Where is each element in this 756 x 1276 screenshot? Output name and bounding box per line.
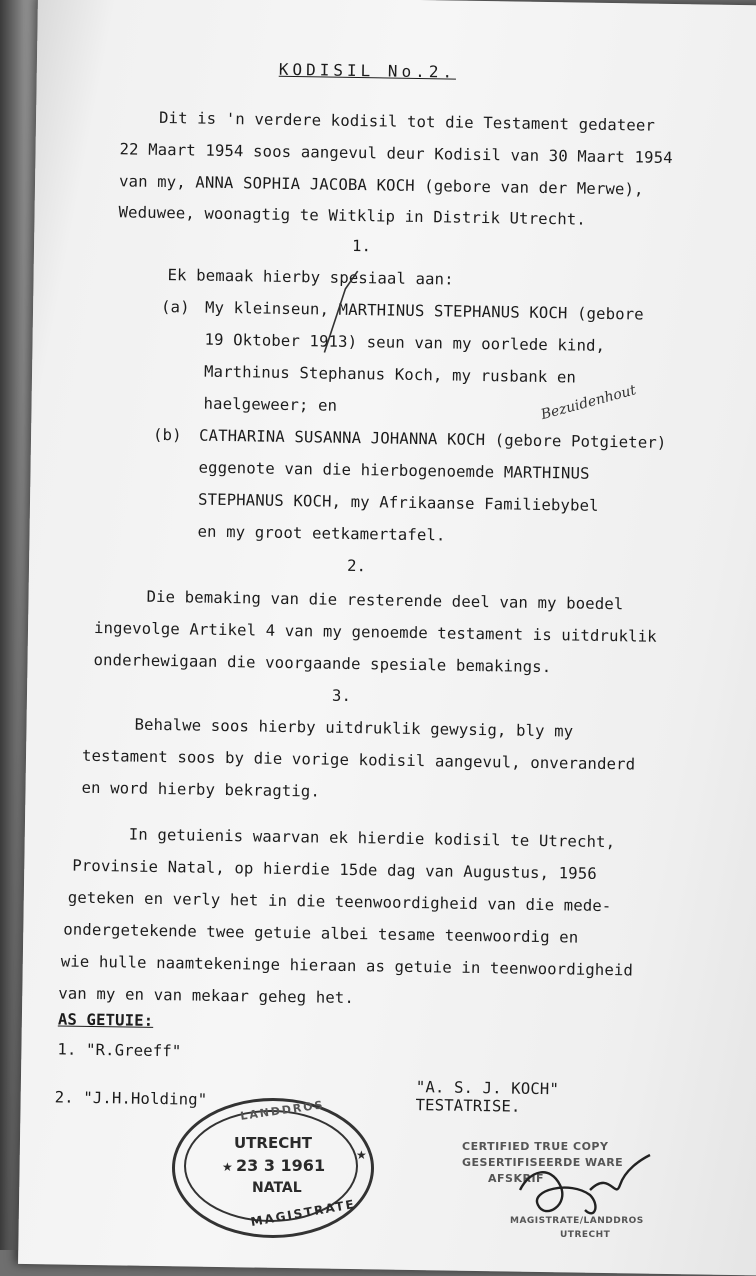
section-2-line: ingevolge Artikel 4 van my genoemde testament is uitdruklik — [93, 618, 657, 646]
document-title: KODISIL No.2. — [278, 59, 457, 82]
section-2-number: 2. — [346, 556, 367, 576]
certification-line: CERTIFIED TRUE COPY — [462, 1140, 609, 1153]
stamp-star-icon: ★ — [222, 1160, 233, 1174]
item-b-line: eggenote van die hierbogenoemde MARTHINUS — [198, 458, 590, 483]
intro-line: Dit is 'n verdere kodisil tot die Testament gedateer — [158, 108, 656, 135]
certification-line: AFSKRIF — [488, 1172, 545, 1185]
section-2-line: Die bemaking van die resterende deel van my boedel — [146, 587, 624, 614]
witness-2-signature: 2. "J.H.Holding" — [54, 1088, 208, 1109]
witness-1-signature: 1. "R.Greeff" — [57, 1040, 182, 1061]
item-a-marker: (a) — [160, 297, 190, 317]
stamp-province: NATAL — [252, 1180, 302, 1196]
item-b-line: en my groot eetkamertafel. — [197, 522, 446, 545]
handwritten-caret-mark — [322, 267, 363, 358]
magistrate-signature-scribble — [500, 1150, 670, 1230]
witness-clause-line: ondergetekende twee getuie albei tesame teenwoordig en — [63, 920, 579, 947]
witness-clause-line: Provinsie Natal, op hierdie 15de dag van Augustus, 1956 — [72, 856, 597, 883]
section-3-line: en word hierby bekragtig. — [81, 778, 321, 801]
certification-line: MAGISTRATE/LANDDROS — [510, 1216, 644, 1226]
handwritten-annotation: Bezuidenhout — [539, 382, 638, 424]
section-2-line: onderhewigaan die voorgaande spesiale bemakings. — [93, 650, 552, 677]
certification-line: GESERTIFISEERDE WARE — [462, 1156, 624, 1169]
intro-line: 22 Maart 1954 soos aangevul deur Kodisil van 30 Maart 1954 — [119, 140, 673, 167]
item-a-line: haelgeweer; en — [203, 394, 338, 415]
item-a-line: Marthinus Stephanus Koch, my rusbank en — [203, 362, 577, 387]
section-3-number: 3. — [331, 686, 352, 706]
intro-line: Weduwee, woonagtig te Witklip in Distrik Utrecht. — [118, 203, 587, 229]
stamp-city: UTRECHT — [234, 1134, 313, 1152]
intro-line: van my, ANNA SOPHIA JACOBA KOCH (gebore van der Merwe), — [118, 172, 644, 199]
stamp-bottom-text: MAGISTRATE — [249, 1196, 357, 1230]
section-3-line: Behalwe soos hierby uitdruklik gewysig, bly my — [134, 715, 574, 741]
witness-clause-line: van my en van mekaar geheg het. — [58, 984, 355, 1008]
section-1-lead: Ek bemaak hierby spesiaal aan: — [167, 266, 454, 289]
stamp-date: 23 3 1961 — [236, 1156, 326, 1175]
section-1-number: 1. — [351, 236, 372, 256]
document-page — [18, 0, 756, 1276]
testatrix-role: TESTATRISE. — [415, 1096, 521, 1116]
item-a-line: 19 Oktober 1913) seun van my oorlede kind, — [204, 330, 606, 355]
witness-clause-line: In getuienis waarvan ek hierdie kodisil te Utrecht, — [128, 825, 616, 852]
stamp-star-icon: ★ — [356, 1148, 367, 1162]
section-3-line: testament soos by die vorige kodisil aangevul, onveranderd — [81, 746, 636, 774]
certification-line: UTRECHT — [560, 1230, 611, 1240]
witness-heading: AS GETUIE: — [57, 1010, 154, 1030]
item-b-line: STEPHANUS KOCH, my Afrikaanse Familiebybel — [197, 490, 599, 515]
item-b-marker: (b) — [152, 425, 182, 445]
stamp-top-text: LANDDROS — [239, 1098, 326, 1123]
witness-clause-line: wie hulle naamtekeninge hieraan as getuie in teenwoordigheid — [60, 952, 634, 980]
witness-clause-line: geteken en verly het in die teenwoordigheid van die mede- — [67, 888, 612, 916]
item-a-line: My kleinseun, MARTHINUS STEPHANUS KOCH (gebore — [204, 298, 644, 324]
testatrix-signature: "A. S. J. KOCH" — [415, 1078, 560, 1099]
item-b-line: CATHARINA SUSANNA JOHANNA KOCH (gebore Potgieter) — [198, 426, 667, 452]
